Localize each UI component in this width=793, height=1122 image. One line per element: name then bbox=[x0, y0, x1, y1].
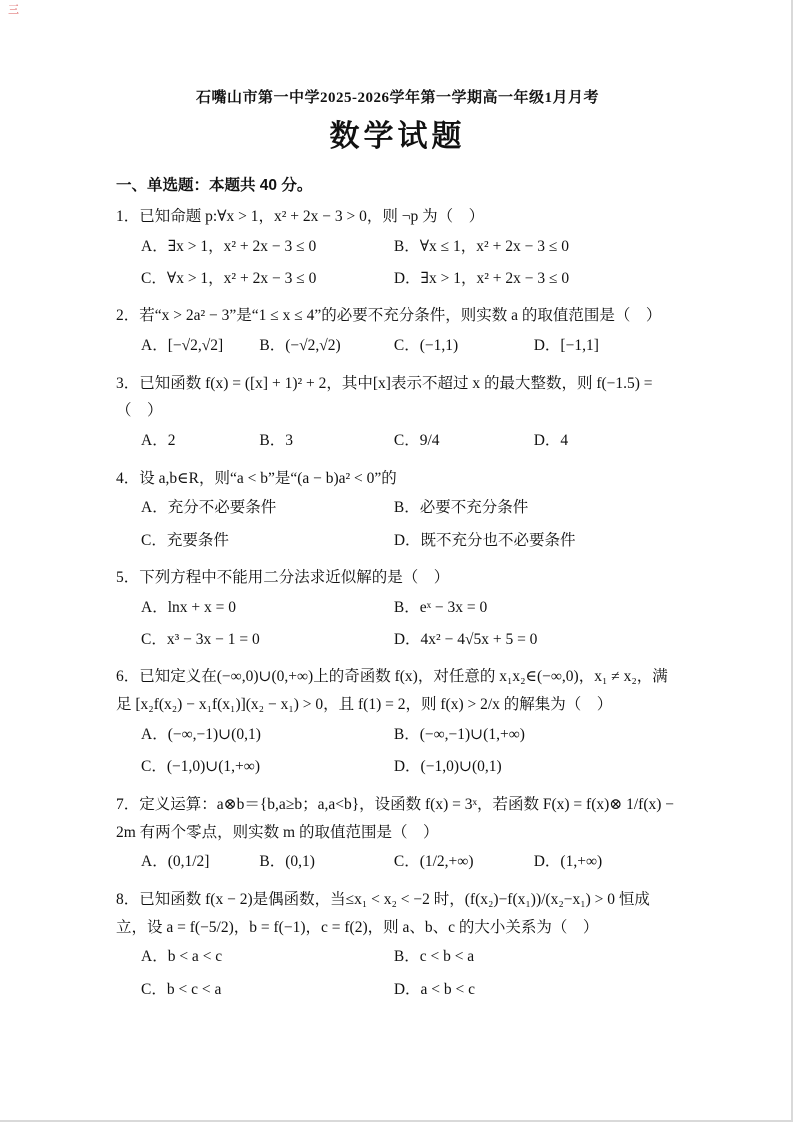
question-6 bbox=[116, 663, 679, 778]
question-2-option-c: C．(−1,1) bbox=[393, 337, 459, 355]
question-3 bbox=[116, 370, 679, 453]
question-6-option-b: B．(−∞,−1)∪(1,+∞) bbox=[393, 726, 525, 744]
question-7-option-b: B．(0,1) bbox=[259, 853, 315, 871]
question-8-option-b: B．c < b < a bbox=[393, 948, 475, 966]
question-2-option-b: B．(−√2,√2) bbox=[259, 337, 341, 355]
question-5-options bbox=[116, 596, 679, 652]
question-8-options bbox=[116, 945, 679, 1001]
question-7-option-d: D．(1,+∞) bbox=[533, 853, 603, 871]
question-1-option-a: A．∃x > 1，x² + 2x − 3 ≤ 0 bbox=[141, 237, 317, 255]
question-5-stem: 5．下列方程中不能用二分法求近似解的是（ ） bbox=[116, 568, 450, 586]
question-5 bbox=[116, 564, 679, 651]
question-1-options bbox=[116, 235, 679, 291]
question-8 bbox=[116, 886, 679, 1001]
section-one-heading: 一、单选题：本题共 40 分。 bbox=[116, 177, 313, 194]
question-3-option-c: C．9/4 bbox=[393, 432, 440, 450]
question-7 bbox=[116, 791, 679, 874]
question-7-option-c: C．(1/2,+∞) bbox=[393, 853, 474, 871]
question-8-option-c: C．b < c < a bbox=[141, 980, 222, 998]
question-7-option-a: A．(0,1/2] bbox=[141, 853, 210, 871]
question-4-stem: 4．设 a,b∈R，则“a < b”是“(a − b)a² < 0”的 bbox=[116, 469, 397, 487]
question-2-options bbox=[116, 334, 679, 357]
question-5-option-d: D．4x² − 4√5x + 5 = 0 bbox=[393, 631, 538, 649]
question-4-option-a: A．充分不必要条件 bbox=[141, 499, 277, 517]
question-6-options bbox=[116, 723, 679, 779]
exam-session-header: 石嘴山市第一中学2025-2026学年第一学期高一年级1月月考 bbox=[196, 90, 599, 106]
question-1-option-c: C．∀x > 1，x² + 2x − 3 ≤ 0 bbox=[141, 270, 317, 288]
question-3-stem: 3．已知函数 f(x) = ([x] + 1)² + 2，其中[x]表示不超过 x 的最大整数，则 f(−1.5) =（ ） bbox=[116, 374, 653, 420]
question-1-option-d: D．∃x > 1，x² + 2x − 3 ≤ 0 bbox=[393, 270, 570, 288]
question-3-option-b: B．3 bbox=[259, 432, 293, 450]
question-6-option-a: A．(−∞,−1)∪(0,1) bbox=[141, 726, 261, 744]
exam-title: 数学试题 bbox=[329, 120, 466, 153]
corner-watermark: 三 bbox=[8, 4, 19, 16]
question-3-option-d: D．4 bbox=[533, 432, 569, 450]
question-2-option-d: D．[−1,1] bbox=[533, 337, 599, 355]
question-4-options bbox=[116, 496, 679, 552]
question-5-option-a: A．lnx + x = 0 bbox=[141, 598, 236, 616]
question-4-option-c: C．充要条件 bbox=[141, 531, 229, 549]
question-2-option-a: A．[−√2,√2] bbox=[141, 337, 224, 355]
question-1 bbox=[116, 203, 679, 290]
question-4-option-d: D．既不充分也不必要条件 bbox=[393, 531, 576, 549]
question-3-options bbox=[116, 429, 679, 452]
question-3-option-a: A．2 bbox=[141, 432, 176, 450]
question-8-option-d: D．a < b < c bbox=[393, 980, 476, 998]
question-6-stem: 6．已知定义在(−∞,0)∪(0,+∞)上的奇函数 f(x)，对任意的 x₁x₂∈(−∞,0)，x₁ ≠ x₂，满足 [x₂f(x₂) − x₁f(x₁)](x₂ − x₁) > 0，且 f(1) = 2，则 f(x) > 2/x 的解集为（ ） bbox=[116, 668, 668, 714]
question-6-option-c: C．(−1,0)∪(1,+∞) bbox=[141, 758, 261, 776]
question-2-stem: 2．若“x > 2a² − 3”是“1 ≤ x ≤ 4”的必要不充分条件，则实数 a 的取值范围是（ ） bbox=[116, 307, 662, 325]
question-7-stem: 7．定义运算：a⊗b＝{b,a≥b；a,a<b}，设函数 f(x) = 3ˣ，若函数 F(x) = f(x)⊗ 1/f(x) − 2m 有两个零点，则实数 m 的取值范围是（ ） bbox=[116, 795, 675, 841]
question-7-options bbox=[116, 850, 679, 873]
question-4-option-b: B．必要不充分条件 bbox=[393, 499, 529, 517]
question-4 bbox=[116, 465, 679, 552]
question-8-option-a: A．b < a < c bbox=[141, 948, 223, 966]
question-2 bbox=[116, 302, 679, 357]
question-5-option-c: C．x³ − 3x − 1 = 0 bbox=[141, 631, 260, 649]
question-5-option-b: B．eˣ − 3x = 0 bbox=[393, 598, 488, 616]
question-1-stem: 1．已知命题 p:∀x > 1，x² + 2x − 3 > 0，则 ¬p 为（ ） bbox=[116, 208, 485, 225]
question-8-stem: 8．已知函数 f(x − 2)是偶函数，当≤x₁ < x₂ < −2 时，(f(x₂)−f(x₁))/(x₂−x₁) > 0 恒成立，设 a = f(−5/2)，b = f(−1)，c = f(2)，则 a、b、c 的大小关系为（ ） bbox=[116, 890, 650, 936]
question-1-option-b: B．∀x ≤ 1，x² + 2x − 3 ≤ 0 bbox=[393, 237, 569, 255]
question-6-option-d: D．(−1,0)∪(0,1) bbox=[393, 758, 502, 776]
